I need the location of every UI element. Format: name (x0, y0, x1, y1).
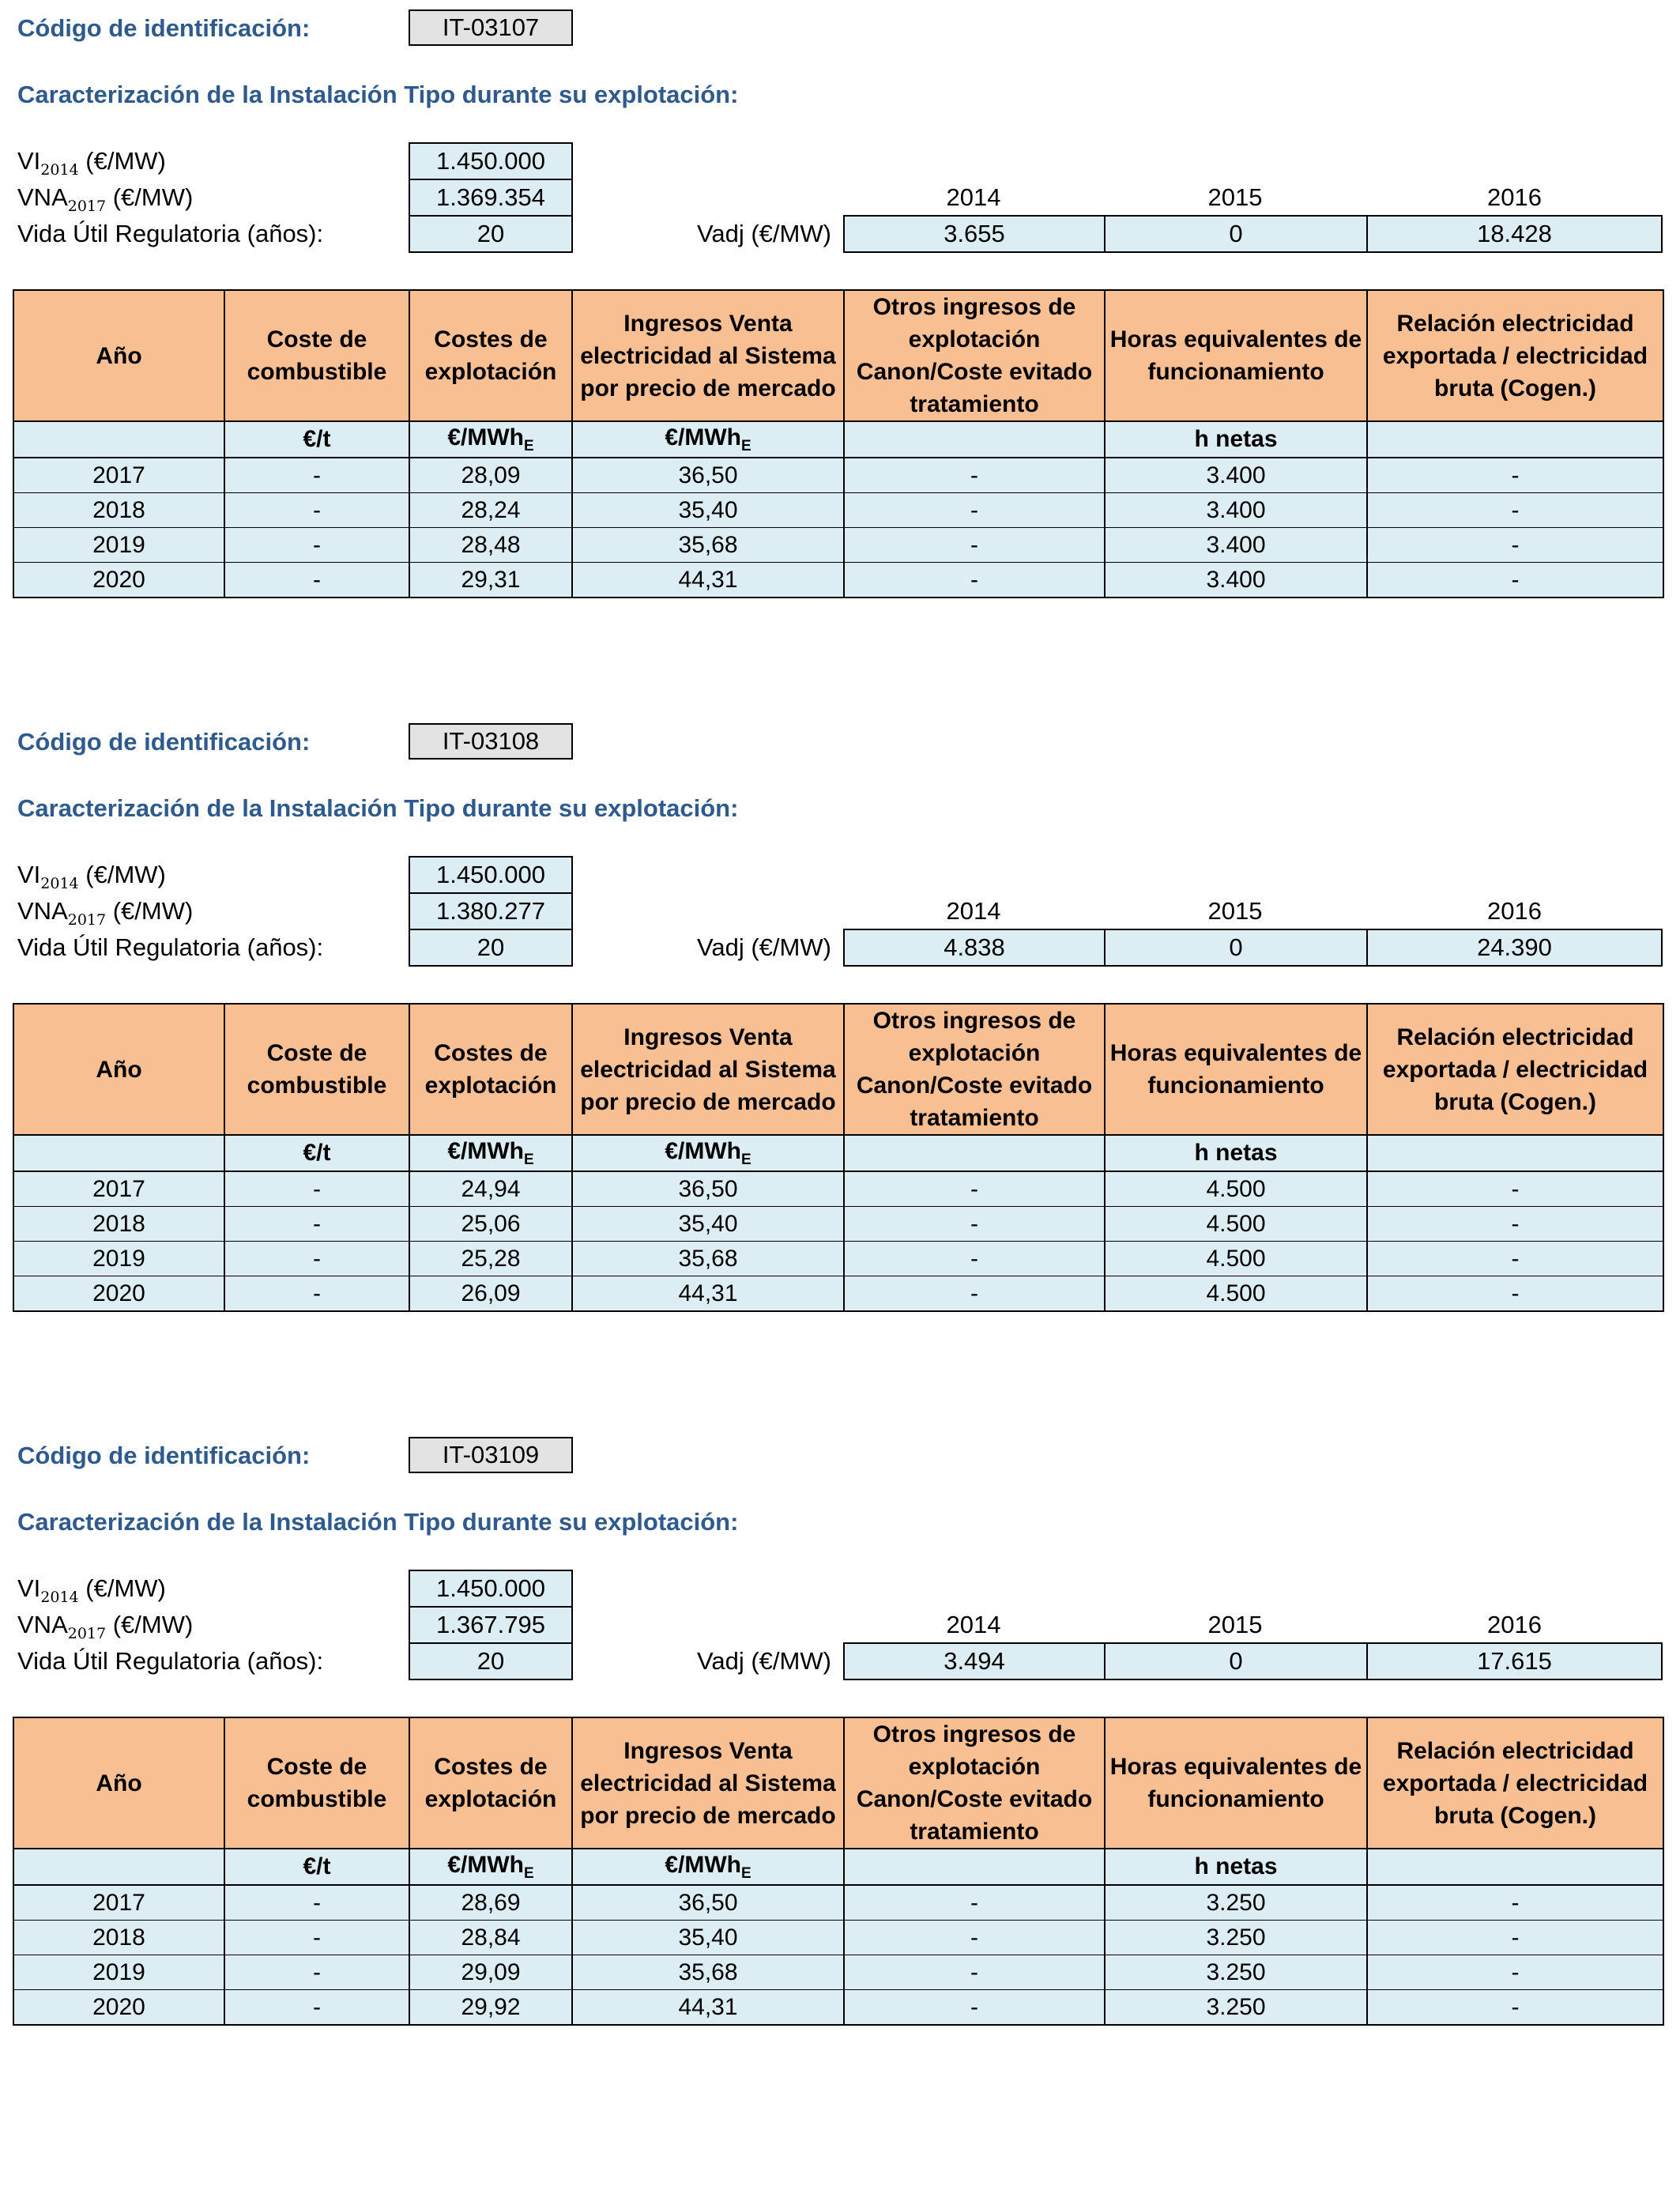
cell-combustible: - (224, 1242, 409, 1276)
cell-combustible: - (224, 1207, 409, 1242)
unit-ingresos: €/MWh$_E$ (572, 1135, 844, 1171)
cell-otros: - (844, 1276, 1105, 1312)
vi-value: 1.450.000 (409, 142, 573, 180)
cell-ingresos: 35,40 (572, 493, 844, 528)
vi-value: 1.450.000 (409, 856, 573, 894)
table-row (13, 1276, 1663, 1312)
unit-explotacion: €/MWh$_E$ (409, 1135, 572, 1171)
unit-horas: h netas (1105, 421, 1367, 458)
unit-relacion (1367, 1135, 1663, 1171)
cell-relacion: - (1367, 1242, 1663, 1276)
unit-ingresos: €/MWh$_E$ (572, 421, 844, 458)
cell-otros: - (844, 563, 1105, 598)
cell-ano: 2020 (13, 1276, 224, 1312)
cell-combustible: - (224, 1990, 409, 2026)
caracterizacion-heading: Caracterización de la Instalación Tipo durante su explotación: (17, 81, 739, 108)
vadj-2014-value: 3.655 (843, 215, 1106, 253)
unit-horas: h netas (1105, 1849, 1367, 1885)
cell-ano: 2017 (13, 458, 224, 493)
vadj-2014-value: 4.838 (843, 929, 1106, 967)
year-2016-header: 2016 (1487, 1611, 1542, 1638)
cell-otros: - (844, 1171, 1105, 1207)
codigo-label: Código de identificación: (17, 14, 311, 42)
cell-horas: 4.500 (1105, 1171, 1367, 1207)
table-header-row (13, 1004, 1663, 1135)
cell-explotacion: 26,09 (409, 1276, 572, 1312)
cell-otros: - (844, 458, 1105, 493)
col-coste-combustible-header: Coste de combustible (224, 1004, 409, 1135)
explotacion-table (13, 1003, 1664, 1312)
cell-ano: 2019 (13, 1242, 224, 1276)
vi-label: $VI_{2014}$ (€/MW) (17, 1574, 166, 1607)
cell-explotacion: 29,09 (409, 1955, 572, 1990)
col-horas-equivalentes-header: Horas equivalentes de funcionamiento (1105, 290, 1367, 421)
explotacion-table (13, 289, 1664, 598)
col-ingresos-venta-header: Ingresos Venta electricidad al Sistema por precio de mercado (572, 1004, 844, 1135)
col-costes-explotacion-header: Costes de explotación (409, 1717, 572, 1849)
vna-label: $VNA_{2017}$ (€/MW) (17, 183, 194, 216)
table-row (13, 1242, 1663, 1276)
cell-ingresos: 35,40 (572, 1921, 844, 1955)
cell-otros: - (844, 1242, 1105, 1276)
year-2016-header: 2016 (1487, 183, 1542, 211)
vadj-label: Vadj (€/MW) (697, 1647, 831, 1675)
cell-ano: 2020 (13, 563, 224, 598)
installation-block (0, 1427, 1680, 2139)
cell-otros: - (844, 1207, 1105, 1242)
col-otros-ingresos-header: Otros ingresos de explotación Canon/Coste evitado tratamiento (844, 1717, 1105, 1849)
vadj-2016-value: 17.615 (1366, 1642, 1663, 1680)
vi-label: $VI_{2014}$ (€/MW) (17, 861, 166, 893)
vna-value: 1.367.795 (409, 1606, 573, 1644)
installation-block (0, 0, 1680, 711)
cell-relacion: - (1367, 1207, 1663, 1242)
cell-otros: - (844, 1955, 1105, 1990)
col-costes-explotacion-header: Costes de explotación (409, 1004, 572, 1135)
cell-horas: 3.400 (1105, 563, 1367, 598)
cell-ingresos: 35,68 (572, 1242, 844, 1276)
table-row (13, 493, 1663, 528)
caracterizacion-heading: Caracterización de la Instalación Tipo durante su explotación: (17, 1508, 739, 1536)
col-ano-header: Año (13, 1004, 224, 1135)
vida-value: 20 (409, 215, 573, 253)
cell-explotacion: 29,92 (409, 1990, 572, 2026)
cell-combustible: - (224, 458, 409, 493)
col-ano-header: Año (13, 290, 224, 421)
col-horas-equivalentes-header: Horas equivalentes de funcionamiento (1105, 1004, 1367, 1135)
cell-ano: 2019 (13, 528, 224, 563)
unit-explotacion: €/MWh$_E$ (409, 1849, 572, 1885)
codigo-label: Código de identificación: (17, 728, 311, 756)
cell-relacion: - (1367, 563, 1663, 598)
codigo-value: IT-03108 (409, 723, 573, 760)
col-relacion-header: Relación electricidad exportada / electricidad bruta (Cogen.) (1367, 290, 1663, 421)
unit-horas: h netas (1105, 1135, 1367, 1171)
vida-label: Vida Útil Regulatoria (años): (17, 933, 324, 961)
table-row (13, 458, 1663, 493)
year-2016-header: 2016 (1487, 897, 1542, 925)
cell-relacion: - (1367, 1171, 1663, 1207)
cell-ano: 2020 (13, 1990, 224, 2026)
col-horas-equivalentes-header: Horas equivalentes de funcionamiento (1105, 1717, 1367, 1849)
cell-ano: 2018 (13, 1921, 224, 1955)
vida-value: 20 (409, 1642, 573, 1680)
vna-value: 1.380.277 (409, 892, 573, 930)
vida-value: 20 (409, 929, 573, 967)
cell-ano: 2017 (13, 1885, 224, 1921)
table-row (13, 563, 1663, 598)
cell-relacion: - (1367, 493, 1663, 528)
cell-ingresos: 36,50 (572, 458, 844, 493)
vna-value: 1.369.354 (409, 179, 573, 217)
vida-label: Vida Útil Regulatoria (años): (17, 220, 324, 247)
cell-explotacion: 29,31 (409, 563, 572, 598)
cell-horas: 3.400 (1105, 458, 1367, 493)
year-2014-header: 2014 (946, 1611, 1001, 1638)
vadj-label: Vadj (€/MW) (697, 220, 831, 247)
col-relacion-header: Relación electricidad exportada / electricidad bruta (Cogen.) (1367, 1004, 1663, 1135)
year-2014-header: 2014 (946, 183, 1001, 211)
unit-ano (13, 421, 224, 458)
cell-relacion: - (1367, 528, 1663, 563)
col-otros-ingresos-header: Otros ingresos de explotación Canon/Coste evitado tratamiento (844, 1004, 1105, 1135)
cell-relacion: - (1367, 1921, 1663, 1955)
col-relacion-header: Relación electricidad exportada / electricidad bruta (Cogen.) (1367, 1717, 1663, 1849)
cell-combustible: - (224, 563, 409, 598)
unit-relacion (1367, 1849, 1663, 1885)
cell-relacion: - (1367, 1990, 1663, 2026)
cell-explotacion: 28,69 (409, 1885, 572, 1921)
unit-combustible: €/t (224, 421, 409, 458)
table-row (13, 1955, 1663, 1990)
cell-explotacion: 28,09 (409, 458, 572, 493)
col-ano-header: Año (13, 1717, 224, 1849)
cell-combustible: - (224, 1921, 409, 1955)
cell-horas: 3.250 (1105, 1955, 1367, 1990)
table-row (13, 1171, 1663, 1207)
table-row (13, 1921, 1663, 1955)
cell-explotacion: 28,24 (409, 493, 572, 528)
unit-otros (844, 1135, 1105, 1171)
vi-value: 1.450.000 (409, 1570, 573, 1608)
vadj-label: Vadj (€/MW) (697, 933, 831, 961)
year-2015-header: 2015 (1207, 897, 1263, 925)
cell-ano: 2018 (13, 1207, 224, 1242)
col-otros-ingresos-header: Otros ingresos de explotación Canon/Coste evitado tratamiento (844, 290, 1105, 421)
cell-relacion: - (1367, 1276, 1663, 1312)
year-2014-header: 2014 (946, 897, 1001, 925)
caracterizacion-heading: Caracterización de la Instalación Tipo durante su explotación: (17, 794, 739, 822)
year-2015-header: 2015 (1207, 1611, 1263, 1638)
vi-label: $VI_{2014}$ (€/MW) (17, 147, 166, 179)
units-row (13, 1135, 1663, 1171)
cell-otros: - (844, 528, 1105, 563)
cell-horas: 3.250 (1105, 1921, 1367, 1955)
cell-explotacion: 25,06 (409, 1207, 572, 1242)
cell-horas: 3.400 (1105, 528, 1367, 563)
vadj-2015-value: 0 (1104, 929, 1368, 967)
cell-ingresos: 36,50 (572, 1885, 844, 1921)
cell-combustible: - (224, 528, 409, 563)
cell-ingresos: 35,68 (572, 528, 844, 563)
cell-relacion: - (1367, 1955, 1663, 1990)
table-row (13, 1207, 1663, 1242)
table-row (13, 1990, 1663, 2026)
table-row (13, 528, 1663, 563)
cell-otros: - (844, 1921, 1105, 1955)
cell-horas: 3.250 (1105, 1885, 1367, 1921)
table-header-row (13, 290, 1663, 421)
cell-horas: 4.500 (1105, 1207, 1367, 1242)
installation-block (0, 714, 1680, 1425)
cell-ingresos: 44,31 (572, 1990, 844, 2026)
cell-ingresos: 36,50 (572, 1171, 844, 1207)
cell-horas: 3.400 (1105, 493, 1367, 528)
col-ingresos-venta-header: Ingresos Venta electricidad al Sistema por precio de mercado (572, 1717, 844, 1849)
vadj-2016-value: 24.390 (1366, 929, 1663, 967)
cell-combustible: - (224, 1276, 409, 1312)
cell-relacion: - (1367, 1885, 1663, 1921)
cell-explotacion: 24,94 (409, 1171, 572, 1207)
unit-ano (13, 1849, 224, 1885)
unit-ano (13, 1135, 224, 1171)
col-costes-explotacion-header: Costes de explotación (409, 290, 572, 421)
cell-otros: - (844, 1885, 1105, 1921)
vadj-2015-value: 0 (1104, 215, 1368, 253)
codigo-label: Código de identificación: (17, 1442, 311, 1469)
col-ingresos-venta-header: Ingresos Venta electricidad al Sistema por precio de mercado (572, 290, 844, 421)
cell-explotacion: 28,84 (409, 1921, 572, 1955)
unit-otros (844, 1849, 1105, 1885)
units-row (13, 1849, 1663, 1885)
cell-combustible: - (224, 493, 409, 528)
explotacion-table (13, 1717, 1664, 2026)
cell-horas: 4.500 (1105, 1242, 1367, 1276)
unit-combustible: €/t (224, 1135, 409, 1171)
vna-label: $VNA_{2017}$ (€/MW) (17, 897, 194, 929)
year-2015-header: 2015 (1207, 183, 1263, 211)
cell-horas: 3.250 (1105, 1990, 1367, 2026)
vna-label: $VNA_{2017}$ (€/MW) (17, 1611, 194, 1643)
codigo-value: IT-03109 (409, 1437, 573, 1473)
cell-horas: 4.500 (1105, 1276, 1367, 1312)
vadj-2015-value: 0 (1104, 1642, 1368, 1680)
unit-ingresos: €/MWh$_E$ (572, 1849, 844, 1885)
cell-otros: - (844, 493, 1105, 528)
table-row (13, 1885, 1663, 1921)
cell-explotacion: 28,48 (409, 528, 572, 563)
col-coste-combustible-header: Coste de combustible (224, 1717, 409, 1849)
cell-combustible: - (224, 1955, 409, 1990)
cell-explotacion: 25,28 (409, 1242, 572, 1276)
unit-combustible: €/t (224, 1849, 409, 1885)
cell-ano: 2017 (13, 1171, 224, 1207)
col-coste-combustible-header: Coste de combustible (224, 290, 409, 421)
cell-otros: - (844, 1990, 1105, 2026)
cell-combustible: - (224, 1885, 409, 1921)
codigo-value: IT-03107 (409, 9, 573, 46)
cell-ingresos: 35,68 (572, 1955, 844, 1990)
cell-relacion: - (1367, 458, 1663, 493)
cell-ingresos: 44,31 (572, 563, 844, 598)
units-row (13, 421, 1663, 458)
cell-ingresos: 44,31 (572, 1276, 844, 1312)
cell-combustible: - (224, 1171, 409, 1207)
cell-ano: 2018 (13, 493, 224, 528)
unit-relacion (1367, 421, 1663, 458)
vadj-2016-value: 18.428 (1366, 215, 1663, 253)
table-header-row (13, 1717, 1663, 1849)
vida-label: Vida Útil Regulatoria (años): (17, 1647, 324, 1675)
cell-ano: 2019 (13, 1955, 224, 1990)
vadj-2014-value: 3.494 (843, 1642, 1106, 1680)
unit-otros (844, 421, 1105, 458)
unit-explotacion: €/MWh$_E$ (409, 421, 572, 458)
cell-ingresos: 35,40 (572, 1207, 844, 1242)
